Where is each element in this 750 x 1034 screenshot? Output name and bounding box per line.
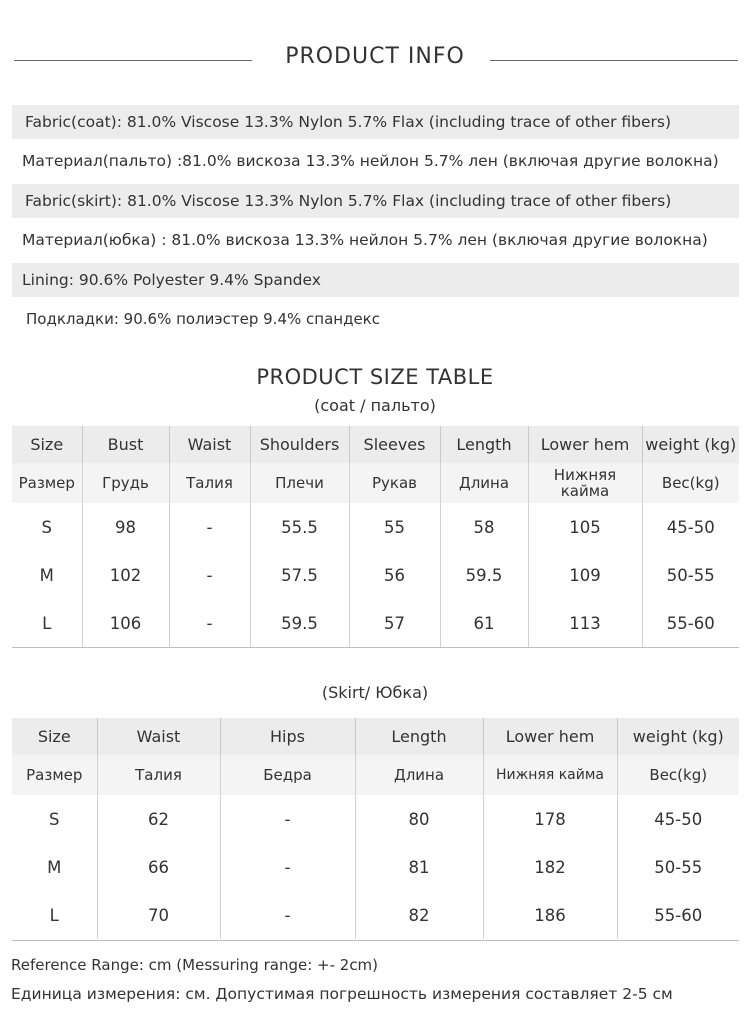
table-cell: 62 [97,795,220,843]
table-cell: 50-55 [617,843,739,891]
coat-header-ru-row [12,463,739,503]
info-row-lining-ru: Подкладки: 90.6% полиэстер 9.4% спандекс [26,310,380,328]
table-cell: - [220,795,355,843]
table-cell: 57.5 [250,551,349,599]
info-row-fabric-skirt: Fabric(skirt): 81.0% Viscose 13.3% Nylon 5.7% Flax (including trace of other fibers) [12,184,739,218]
table-cell: 58 [440,503,528,551]
size-cell: M [12,843,97,891]
table-cell: 55 [349,503,440,551]
skirt-table-subtitle: (Skirt/ Юбка) [321,683,429,702]
table-cell: - [169,551,250,599]
info-row-lining: Lining: 90.6% Polyester 9.4% Spandex [12,263,739,297]
size-cell: L [12,891,97,939]
coat-header-ru-cell: Размер [12,463,82,503]
skirt-table-bottom-rule [12,940,739,941]
table-cell: 182 [483,843,617,891]
table-row [12,599,739,647]
table-cell: 98 [82,503,169,551]
table-cell: 61 [440,599,528,647]
skirt-header-ru-cell: Размер [12,755,97,795]
table-cell: 59.5 [250,599,349,647]
info-row-fabric-coat: Fabric(coat): 81.0% Viscose 13.3% Nylon 5.7% Flax (including trace of other fibers) [12,105,739,139]
table-cell: 81 [355,843,483,891]
skirt-header-cell: Length [355,718,483,755]
table-row [12,843,739,891]
table-cell: 57 [349,599,440,647]
size-table-title: PRODUCT SIZE TABLE [256,365,494,389]
coat-header-ru-cell: Вес(kg) [642,463,739,503]
coat-size-table [12,426,739,647]
skirt-header-ru-cell: Талия [97,755,220,795]
skirt-header-cell: Hips [220,718,355,755]
size-cell: M [12,551,82,599]
info-row-material-skirt: Материал(юбка) : 81.0% вискоза 13.3% нейлон 5.7% лен (включая другие волокна) [22,231,708,249]
coat-header-ru-cell: Рукав [349,463,440,503]
coat-header-cell: Sleeves [349,426,440,463]
table-row [12,795,739,843]
table-row [12,503,739,551]
table-cell: 70 [97,891,220,939]
coat-header-cell: weight (kg) [642,426,739,463]
info-row-material-coat: Материал(пальто) :81.0% вискоза 13.3% нейлон 5.7% лен (включая другие волокна) [22,152,719,170]
measurement-unit-note-ru: Единица измерения: см. Допустимая погрешность измерения составляет 2-5 см [11,985,673,1003]
table-cell: 102 [82,551,169,599]
skirt-header-ru-cell: Нижняя кайма [483,755,617,795]
reference-range-note: Reference Range: cm (Messuring range: +- 2cm) [11,956,379,974]
size-cell: S [12,795,97,843]
skirt-size-table [12,718,739,939]
skirt-header-cell: Lower hem [483,718,617,755]
coat-table-bottom-rule [12,647,739,648]
size-cell: S [12,503,82,551]
skirt-header-cell: weight (kg) [617,718,739,755]
table-cell: 55-60 [617,891,739,939]
coat-header-ru-cell: Плечи [250,463,349,503]
table-cell: 178 [483,795,617,843]
table-row [12,551,739,599]
table-cell: 55.5 [250,503,349,551]
skirt-header-ru-row [12,755,739,795]
table-cell: - [220,891,355,939]
table-cell: - [169,599,250,647]
coat-header-row [12,426,739,463]
table-cell: - [169,503,250,551]
table-cell: 59.5 [440,551,528,599]
header-rule-right [490,60,738,61]
size-cell: L [12,599,82,647]
coat-header-ru-cell: Длина [440,463,528,503]
skirt-header-cell: Size [12,718,97,755]
coat-header-cell: Bust [82,426,169,463]
table-cell: 186 [483,891,617,939]
table-cell: 82 [355,891,483,939]
coat-header-cell: Lower hem [528,426,642,463]
coat-header-ru-cell: Талия [169,463,250,503]
table-cell: 113 [528,599,642,647]
table-cell: 55-60 [642,599,739,647]
page-title: PRODUCT INFO [285,44,465,69]
coat-header-cell: Size [12,426,82,463]
table-row [12,891,739,939]
table-cell: 66 [97,843,220,891]
skirt-header-ru-cell: Длина [355,755,483,795]
skirt-header-row [12,718,739,755]
coat-header-ru-cell: Грудь [82,463,169,503]
coat-header-cell: Waist [169,426,250,463]
table-cell: 80 [355,795,483,843]
coat-table-subtitle: (coat / пальто) [314,396,436,415]
table-cell: 106 [82,599,169,647]
coat-header-ru-cell: Нижняя кайма [528,463,642,503]
table-cell: 109 [528,551,642,599]
table-cell: 50-55 [642,551,739,599]
coat-header-cell: Length [440,426,528,463]
skirt-header-cell: Waist [97,718,220,755]
skirt-header-ru-cell: Бедра [220,755,355,795]
table-cell: 105 [528,503,642,551]
table-cell: 45-50 [617,795,739,843]
coat-header-cell: Shoulders [250,426,349,463]
table-cell: 45-50 [642,503,739,551]
table-cell: 56 [349,551,440,599]
skirt-header-ru-cell: Вес(kg) [617,755,739,795]
table-cell: - [220,843,355,891]
